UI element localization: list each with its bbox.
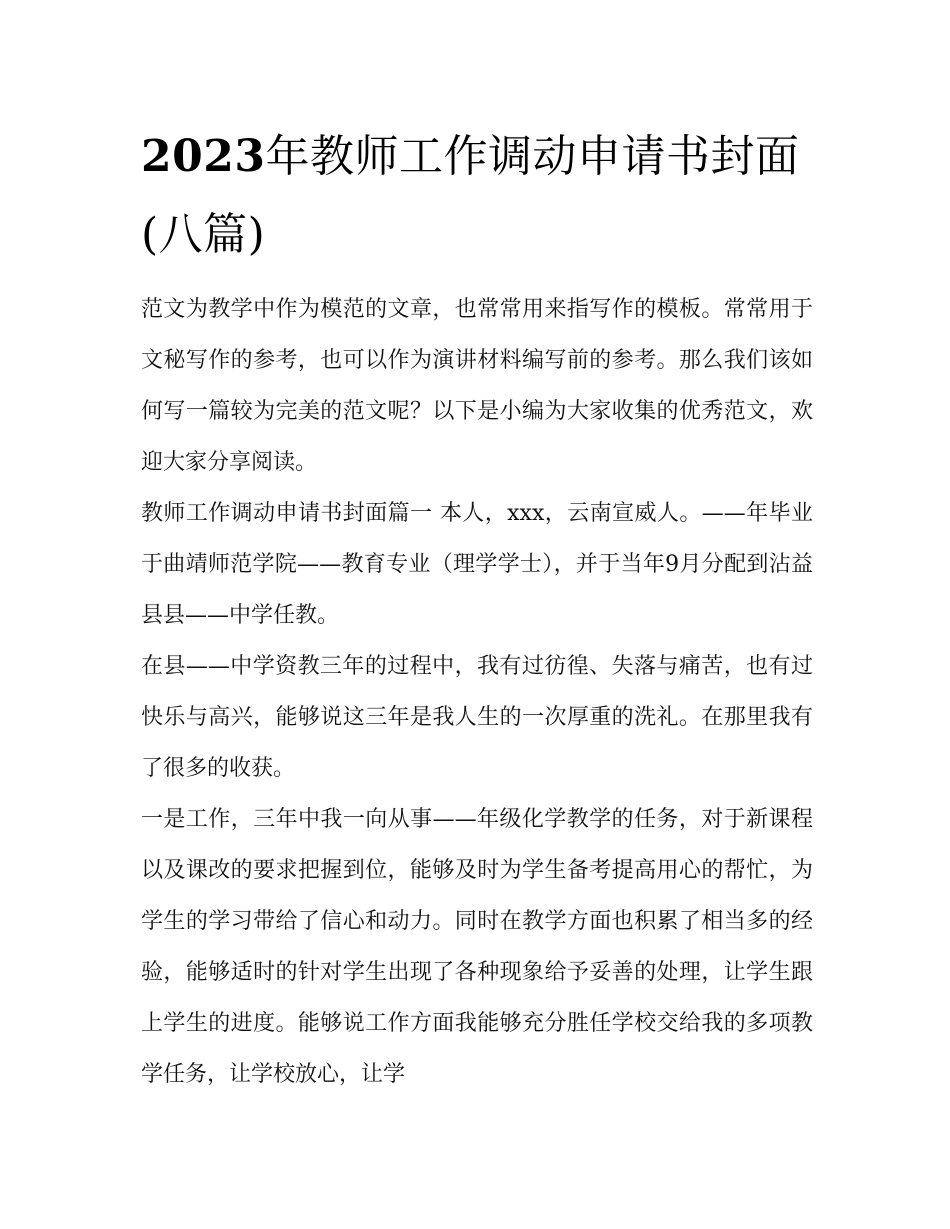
paragraph-intro: 范文为教学中作为模范的文章，也常常用来指写作的模板。常常用于文秘写作的参考，也可以作为演讲材料编写前的参考。那么我们该如何写一篇较为完美的范文呢？以下是小编为大家收集的优秀范文，欢迎大家分享阅读。: [141, 297, 813, 475]
paragraph-2: 在县——中学资教三年的过程中，我有过彷徨、失落与痛苦，也有过快乐与高兴，能够说这三年是我人生的一次厚重的洗礼。在那里我有了很多的收获。: [141, 654, 813, 781]
paragraph-3: 一是工作，三年中我一向从事——年级化学教学的任务，对于新课程以及课改的要求把握到位，能够及时为学生备考提高用心的帮忙，为学生的学习带给了信心和动力。同时在教学方面也积累了相当多的经验，能够适时的针对学生出现了各种现象给予妥善的处理，让学生跟上学生的进度。能够说工作方面我能够充分胜任学校交给我的多项教学任务，让学校放心，让学: [141, 807, 813, 1087]
document-body: [141, 118, 813, 1100]
title-text: 年教师工作调动申请书封面(八篇): [141, 131, 800, 260]
document-title: [141, 118, 813, 274]
title-year: 2023: [141, 131, 266, 182]
paragraph-1: 教师工作调动申请书封面篇一 本人，xxx，云南宣威人。——年毕业于曲靖师范学院——教育专业（理学学士），并于当年9月分配到沾益县县——中学任教。: [141, 501, 813, 628]
